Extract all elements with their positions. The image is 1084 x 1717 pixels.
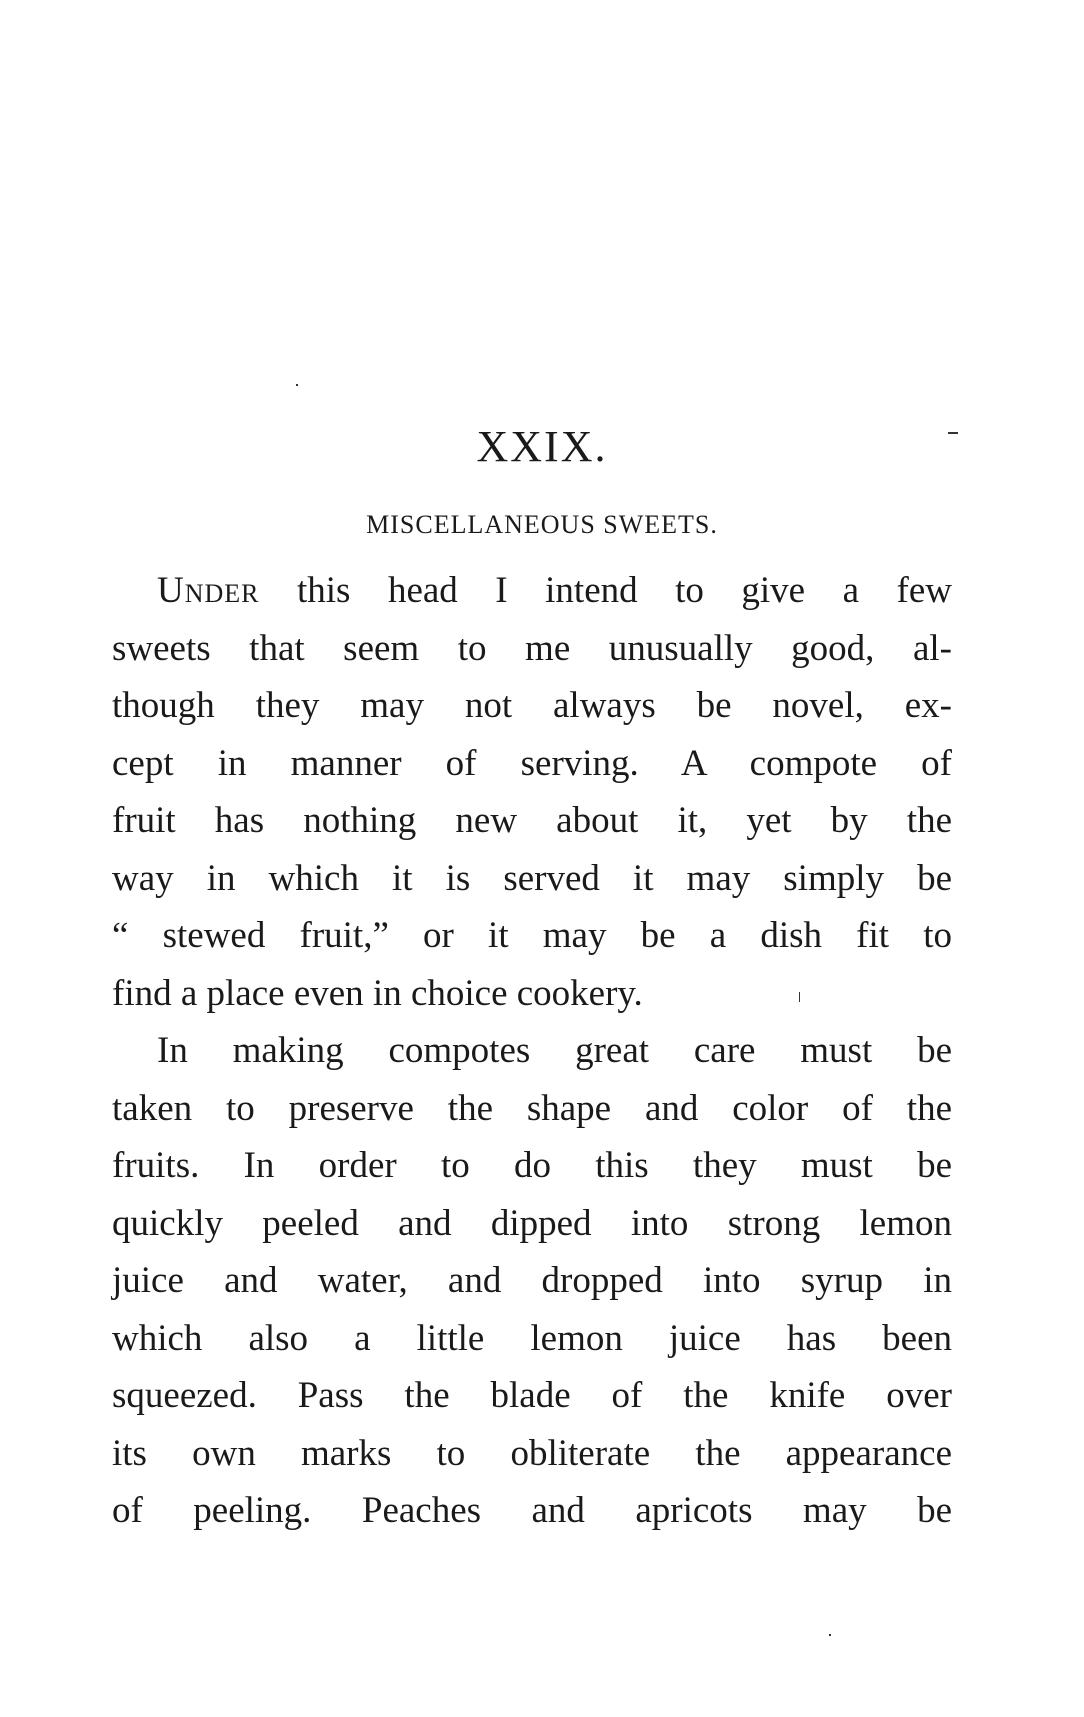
paragraph-2 (112, 1022, 952, 1540)
paragraph-line: juice and water, and dropped into syrup in (112, 1260, 952, 1301)
paragraph-line: which also a little lemon juice has been (112, 1317, 952, 1359)
paragraph-line: way in which it is served it may simply be (112, 857, 952, 899)
paragraph-line: though they may not always be novel, ex- (112, 685, 952, 726)
paragraph-line: cept in manner of serving. A compote of (112, 742, 952, 784)
paragraph-line: its own marks to obliterate the appearance (112, 1432, 952, 1474)
paragraph-line: quickly peeled and dipped into strong lemon (112, 1202, 952, 1244)
paragraph-line: sweets that seem to me unusually good, al- (112, 627, 952, 669)
chapter-number: XXIX. (476, 422, 608, 471)
paragraph-1 (112, 562, 952, 1022)
print-speck (829, 1634, 831, 1636)
paragraph-line: taken to preserve the shape and color of the (112, 1087, 952, 1129)
paragraph-line: In making compotes great care must be (157, 1030, 952, 1071)
paragraph-line: of peeling. Peaches and apricots may be (112, 1490, 952, 1531)
paragraph-line: squeezed. Pass the blade of the knife over (112, 1375, 952, 1416)
print-speck (296, 384, 298, 386)
paragraph-line: fruit has nothing new about it, yet by the (112, 800, 952, 841)
print-speck (799, 992, 800, 1002)
paragraph-line: Under this head I intend to give a few (157, 570, 952, 611)
print-speck (948, 432, 958, 434)
drop-word: Under (157, 570, 260, 611)
chapter-title: MISCELLANEOUS SWEETS. (366, 510, 718, 539)
paragraph-line: find a place even in choice cookery. (112, 972, 643, 1014)
paragraph-line: “ stewed fruit,” or it may be a dish fit to (112, 915, 952, 956)
paragraph-line: fruits. In order to do this they must be (112, 1145, 952, 1186)
